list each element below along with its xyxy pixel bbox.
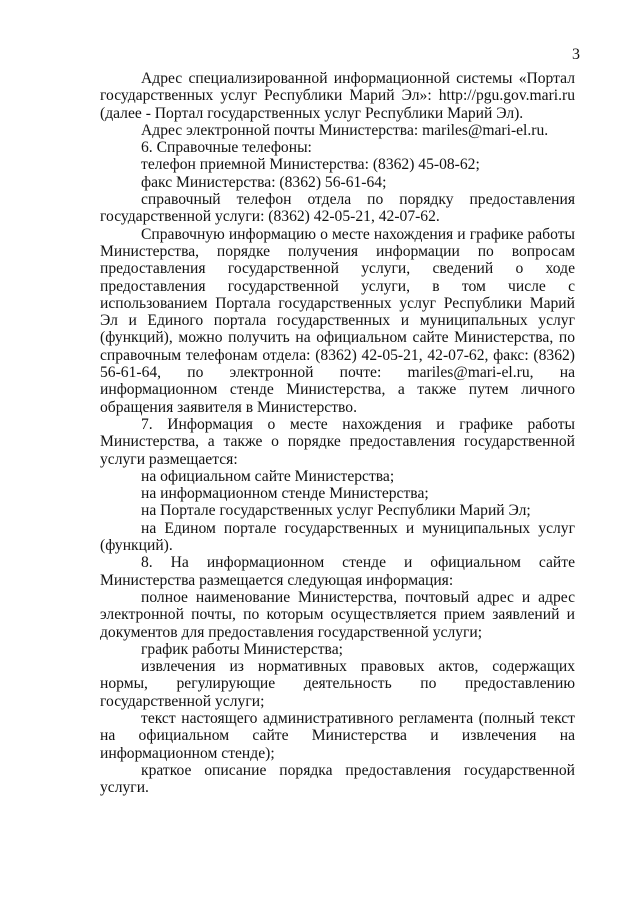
paragraph-item-8: 8. На информационном стенде и официальном сайте Министерства размещается следующая информация: xyxy=(100,554,575,589)
paragraph-regional-portal: на Портале государственных услуг Республики Марий Эл; xyxy=(141,502,531,520)
paragraph-phones-heading: 6. Справочные телефоны: xyxy=(141,139,312,157)
paragraph-official-site: на официальном сайте Министерства; xyxy=(141,467,395,485)
paragraph-work-schedule: график работы Министерства; xyxy=(141,640,343,658)
paragraph-email: Адрес электронной почты Министерства: mariles@mari-el.ru. xyxy=(141,121,549,139)
paragraph-unified-portal: на Едином портале государственных и муниципальных услуг (функций). xyxy=(100,519,575,555)
paragraph-legal-extracts: извлечения из нормативных правовых актов, содержащих нормы, регулирующие деятельность по предоставлению государственной услуги; xyxy=(100,658,575,710)
paragraph-info-stand: на информационном стенде Министерства; xyxy=(141,485,429,503)
paragraph-regulation-text: текст настоящего административного регламента (полный текст на официальном сайте Министерства и извлечения на информационном стенде); xyxy=(100,709,575,762)
paragraph-full-name: полное наименование Министерства, почтовый адрес и адрес электронной почты, по которым осуществляется прием заявлений и документов для предоставления государственной услуги; xyxy=(100,588,575,641)
document-body xyxy=(100,70,575,796)
paragraph-department-phone: справочный телефон отдела по порядку предоставления государственной услуги: (8362) 42-05-21, 42-07-62. xyxy=(100,191,575,226)
paragraph-portal-address: Адрес специализированной информационной системы «Портал государственных услуг Республики Марий Эл»: http://pgu.gov.mari.ru (далее - Портал государственных услуг Республики Марий Эл). xyxy=(100,70,575,122)
paragraph-brief-description: краткое описание порядка предоставления государственной услуги. xyxy=(100,761,575,797)
paragraph-fax: факс Министерства: (8362) 56-61-64; xyxy=(141,173,387,191)
paragraph-item-7: 7. Информация о месте нахождения и графике работы Министерства, а также о порядке предоставления государственной услуги размещается: xyxy=(100,415,575,468)
page-number: 3 xyxy=(572,46,580,63)
paragraph-reception-phone: телефон приемной Министерства: (8362) 45-08-62; xyxy=(141,156,480,174)
paragraph-reference-info: Справочную информацию о месте нахождения и графике работы Министерства, порядке получения информации по вопросам предоставления государственной услуги, сведений о ходе предоставления государственной услуги, в том числе с использованием Портала государственных услуг Республики Марий Эл и Единого портала государственных и муниципальных услуг (функций), можно получить на официальном сайте Министерства, по справочным телефонам отдела: (8362) 42-05-21, 42-07-62, факс: (8362) 56-61-64, по электронной почте: mariles@mari-el.ru, на информационном стенде Министерства, а также путем личного обращения заявителя в Министерство. xyxy=(100,225,575,416)
